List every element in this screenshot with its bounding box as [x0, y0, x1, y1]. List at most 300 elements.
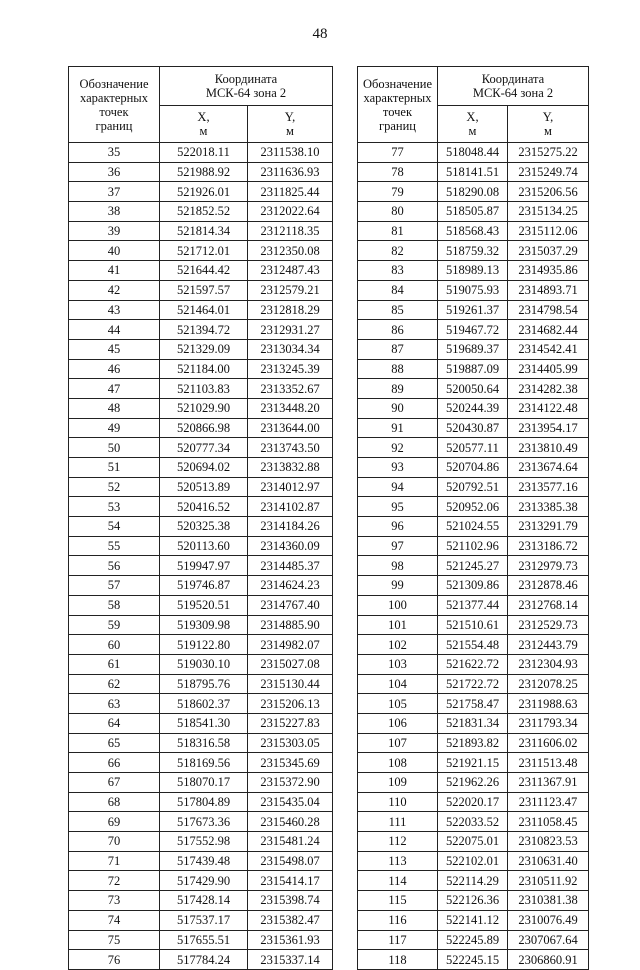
- table-row: [69, 162, 333, 182]
- x-coordinate-cell: 517537.17: [160, 910, 248, 930]
- y-coordinate-cell: 2313577.16: [508, 477, 589, 497]
- y-coordinate-cell: 2310631.40: [508, 851, 589, 871]
- y-coordinate-cell: 2311367.91: [508, 773, 589, 793]
- x-coordinate-cell: 522114.29: [438, 871, 508, 891]
- coordinate-header: Координата МСК-64 зона 2: [438, 67, 589, 106]
- table-row: [358, 773, 589, 793]
- y-coordinate-cell: 2312818.29: [248, 300, 333, 320]
- table-row: [358, 753, 589, 773]
- table-row: [69, 654, 333, 674]
- x-coordinate-cell: 520325.38: [160, 517, 248, 537]
- point-number-cell: 96: [358, 517, 438, 537]
- y-coordinate-cell: 2314012.97: [248, 477, 333, 497]
- table-row: [358, 300, 589, 320]
- x-coordinate-cell: 519075.93: [438, 280, 508, 300]
- point-number-cell: 113: [358, 851, 438, 871]
- x-header: X, м: [160, 106, 248, 143]
- x-coordinate-cell: 521921.15: [438, 753, 508, 773]
- y-coordinate-cell: 2314102.87: [248, 497, 333, 517]
- y-coordinate-cell: 2314885.90: [248, 615, 333, 635]
- point-number-cell: 86: [358, 320, 438, 340]
- point-number-cell: 90: [358, 398, 438, 418]
- y-coordinate-cell: 2315361.93: [248, 930, 333, 950]
- y-coordinate-cell: 2312304.93: [508, 654, 589, 674]
- x-coordinate-cell: 520792.51: [438, 477, 508, 497]
- x-coordinate-cell: 521831.34: [438, 713, 508, 733]
- table-row: [69, 576, 333, 596]
- point-number-cell: 75: [69, 930, 160, 950]
- point-number-cell: 61: [69, 654, 160, 674]
- point-number-cell: 59: [69, 615, 160, 635]
- point-number-cell: 80: [358, 202, 438, 222]
- table-row: [358, 162, 589, 182]
- point-number-cell: 78: [358, 162, 438, 182]
- table-row: [358, 379, 589, 399]
- y-coordinate-cell: 2315345.69: [248, 753, 333, 773]
- table-row: [358, 556, 589, 576]
- table-row: [69, 615, 333, 635]
- table-row: [358, 595, 589, 615]
- table-row: [69, 694, 333, 714]
- x-coordinate-cell: 522102.01: [438, 851, 508, 871]
- table-row: [358, 694, 589, 714]
- table-row: [69, 674, 333, 694]
- table-row: [358, 832, 589, 852]
- y-coordinate-cell: 2314893.71: [508, 280, 589, 300]
- x-coordinate-cell: 521245.27: [438, 556, 508, 576]
- x-coordinate-cell: 521722.72: [438, 674, 508, 694]
- y-coordinate-cell: 2311513.48: [508, 753, 589, 773]
- table-row: [358, 871, 589, 891]
- x-coordinate-cell: 519520.51: [160, 595, 248, 615]
- y-coordinate-cell: 2312118.35: [248, 221, 333, 241]
- table-row: [358, 221, 589, 241]
- x-coordinate-cell: 522033.52: [438, 812, 508, 832]
- y-coordinate-cell: 2312529.73: [508, 615, 589, 635]
- x-coordinate-cell: 518141.51: [438, 162, 508, 182]
- point-number-cell: 105: [358, 694, 438, 714]
- y-coordinate-cell: 2315227.83: [248, 713, 333, 733]
- y-coordinate-cell: 2312443.79: [508, 635, 589, 655]
- x-coordinate-cell: 518795.76: [160, 674, 248, 694]
- point-number-cell: 37: [69, 182, 160, 202]
- point-number-cell: 111: [358, 812, 438, 832]
- x-coordinate-cell: 520050.64: [438, 379, 508, 399]
- table-row: [69, 792, 333, 812]
- point-number-cell: 41: [69, 261, 160, 281]
- x-coordinate-cell: 520113.60: [160, 536, 248, 556]
- x-coordinate-cell: 520866.98: [160, 418, 248, 438]
- y-coordinate-cell: 2314798.54: [508, 300, 589, 320]
- y-coordinate-cell: 2315112.06: [508, 221, 589, 241]
- x-coordinate-cell: 521309.86: [438, 576, 508, 596]
- page-number: 48: [312, 26, 328, 42]
- table-row: [69, 182, 333, 202]
- y-coordinate-cell: 2314485.37: [248, 556, 333, 576]
- coordinates-table-left: [68, 66, 333, 970]
- x-coordinate-cell: 520694.02: [160, 458, 248, 478]
- x-coordinate-cell: 518316.58: [160, 733, 248, 753]
- x-coordinate-cell: 518989.13: [438, 261, 508, 281]
- y-coordinate-cell: 2313743.50: [248, 438, 333, 458]
- point-number-cell: 71: [69, 851, 160, 871]
- point-number-cell: 52: [69, 477, 160, 497]
- y-coordinate-cell: 2313352.67: [248, 379, 333, 399]
- point-number-cell: 106: [358, 713, 438, 733]
- table-row: [69, 379, 333, 399]
- table-row: [358, 536, 589, 556]
- point-number-cell: 82: [358, 241, 438, 261]
- table-row: [358, 615, 589, 635]
- y-header: Y, м: [508, 106, 589, 143]
- y-coordinate-cell: 2313674.64: [508, 458, 589, 478]
- y-coordinate-cell: 2313644.00: [248, 418, 333, 438]
- y-coordinate-cell: 2312078.25: [508, 674, 589, 694]
- table-row: [69, 950, 333, 970]
- x-coordinate-cell: 521024.55: [438, 517, 508, 537]
- point-number-cell: 35: [69, 143, 160, 163]
- table-row: [69, 713, 333, 733]
- x-coordinate-cell: 521103.83: [160, 379, 248, 399]
- point-number-cell: 116: [358, 910, 438, 930]
- point-number-cell: 92: [358, 438, 438, 458]
- y-coordinate-cell: 2313448.20: [248, 398, 333, 418]
- table-row: [69, 891, 333, 911]
- y-coordinate-cell: 2315134.25: [508, 202, 589, 222]
- y-coordinate-cell: 2312931.27: [248, 320, 333, 340]
- table-row: [69, 910, 333, 930]
- y-coordinate-cell: 2315382.47: [248, 910, 333, 930]
- y-coordinate-cell: 2314682.44: [508, 320, 589, 340]
- table-row: [358, 733, 589, 753]
- x-coordinate-cell: 521377.44: [438, 595, 508, 615]
- point-number-cell: 73: [69, 891, 160, 911]
- x-coordinate-cell: 521814.34: [160, 221, 248, 241]
- x-coordinate-cell: 521712.01: [160, 241, 248, 261]
- y-coordinate-cell: 2315275.22: [508, 143, 589, 163]
- table-row: [358, 654, 589, 674]
- table-row: [69, 851, 333, 871]
- table-row: [69, 280, 333, 300]
- table-row: [358, 576, 589, 596]
- point-number-cell: 57: [69, 576, 160, 596]
- point-number-cell: 44: [69, 320, 160, 340]
- table-row: [69, 438, 333, 458]
- x-coordinate-cell: 521622.72: [438, 654, 508, 674]
- table-row: [358, 812, 589, 832]
- x-coordinate-cell: 519746.87: [160, 576, 248, 596]
- x-coordinate-cell: 521184.00: [160, 359, 248, 379]
- y-coordinate-cell: 2311825.44: [248, 182, 333, 202]
- table-row: [358, 517, 589, 537]
- point-number-cell: 89: [358, 379, 438, 399]
- y-coordinate-cell: 2312022.64: [248, 202, 333, 222]
- point-number-cell: 97: [358, 536, 438, 556]
- x-coordinate-cell: 520577.11: [438, 438, 508, 458]
- table-row: [358, 792, 589, 812]
- coordinates-table-right: [357, 66, 589, 970]
- x-coordinate-cell: 520777.34: [160, 438, 248, 458]
- x-coordinate-cell: 518602.37: [160, 694, 248, 714]
- x-coordinate-cell: 521926.01: [160, 182, 248, 202]
- y-coordinate-cell: 2311606.02: [508, 733, 589, 753]
- x-coordinate-cell: 519467.72: [438, 320, 508, 340]
- y-coordinate-cell: 2315398.74: [248, 891, 333, 911]
- point-number-cell: 51: [69, 458, 160, 478]
- y-coordinate-cell: 2311636.93: [248, 162, 333, 182]
- point-number-cell: 87: [358, 339, 438, 359]
- y-coordinate-cell: 2311538.10: [248, 143, 333, 163]
- point-number-cell: 46: [69, 359, 160, 379]
- table-row: [69, 773, 333, 793]
- point-number-cell: 48: [69, 398, 160, 418]
- y-coordinate-cell: 2315414.17: [248, 871, 333, 891]
- x-coordinate-cell: 520952.06: [438, 497, 508, 517]
- y-coordinate-cell: 2311793.34: [508, 713, 589, 733]
- x-coordinate-cell: 521102.96: [438, 536, 508, 556]
- point-number-cell: 107: [358, 733, 438, 753]
- table-row: [69, 143, 333, 163]
- point-number-cell: 88: [358, 359, 438, 379]
- x-coordinate-cell: 519689.37: [438, 339, 508, 359]
- table-row: [358, 891, 589, 911]
- point-number-cell: 64: [69, 713, 160, 733]
- point-number-cell: 63: [69, 694, 160, 714]
- table-row: [69, 832, 333, 852]
- point-number-cell: 69: [69, 812, 160, 832]
- point-number-cell: 109: [358, 773, 438, 793]
- point-number-cell: 115: [358, 891, 438, 911]
- y-coordinate-cell: 2312579.21: [248, 280, 333, 300]
- x-header: X, м: [438, 106, 508, 143]
- table-row: [358, 930, 589, 950]
- table-row: [69, 871, 333, 891]
- table-row: [69, 635, 333, 655]
- x-coordinate-cell: 518048.44: [438, 143, 508, 163]
- point-number-cell: 114: [358, 871, 438, 891]
- x-coordinate-cell: 521852.52: [160, 202, 248, 222]
- y-header: Y, м: [248, 106, 333, 143]
- y-coordinate-cell: 2310076.49: [508, 910, 589, 930]
- point-number-cell: 40: [69, 241, 160, 261]
- table-row: [69, 261, 333, 281]
- y-coordinate-cell: 2310823.53: [508, 832, 589, 852]
- table-row: [69, 418, 333, 438]
- table-row: [69, 458, 333, 478]
- point-number-cell: 103: [358, 654, 438, 674]
- table-row: [358, 635, 589, 655]
- x-coordinate-cell: 518541.30: [160, 713, 248, 733]
- coordinate-header: Координата МСК-64 зона 2: [160, 67, 333, 106]
- point-number-cell: 58: [69, 595, 160, 615]
- x-coordinate-cell: 521988.92: [160, 162, 248, 182]
- table-row: [358, 320, 589, 340]
- y-coordinate-cell: 2314122.48: [508, 398, 589, 418]
- point-number-cell: 68: [69, 792, 160, 812]
- table-row: [358, 261, 589, 281]
- point-number-cell: 84: [358, 280, 438, 300]
- table-row: [69, 398, 333, 418]
- point-number-cell: 117: [358, 930, 438, 950]
- y-coordinate-cell: 2315337.14: [248, 950, 333, 970]
- point-number-cell: 112: [358, 832, 438, 852]
- table-row: [69, 221, 333, 241]
- table-row: [358, 910, 589, 930]
- y-coordinate-cell: 2314767.40: [248, 595, 333, 615]
- x-coordinate-cell: 519309.98: [160, 615, 248, 635]
- y-coordinate-cell: 2314624.23: [248, 576, 333, 596]
- point-number-cell: 77: [358, 143, 438, 163]
- table-row: [358, 418, 589, 438]
- y-coordinate-cell: 2315481.24: [248, 832, 333, 852]
- y-coordinate-cell: 2307067.64: [508, 930, 589, 950]
- x-coordinate-cell: 520704.86: [438, 458, 508, 478]
- point-number-cell: 104: [358, 674, 438, 694]
- table-row: [69, 812, 333, 832]
- point-number-cell: 45: [69, 339, 160, 359]
- y-coordinate-cell: 2310511.92: [508, 871, 589, 891]
- table-body-right: [358, 143, 589, 970]
- table-row: [358, 477, 589, 497]
- x-coordinate-cell: 519030.10: [160, 654, 248, 674]
- y-coordinate-cell: 2306860.91: [508, 950, 589, 970]
- point-number-cell: 76: [69, 950, 160, 970]
- point-number-cell: 95: [358, 497, 438, 517]
- point-number-cell: 118: [358, 950, 438, 970]
- point-number-cell: 56: [69, 556, 160, 576]
- y-coordinate-cell: 2313810.49: [508, 438, 589, 458]
- y-coordinate-cell: 2313291.79: [508, 517, 589, 537]
- table-body-left: [69, 143, 333, 970]
- point-number-cell: 94: [358, 477, 438, 497]
- point-number-cell: 83: [358, 261, 438, 281]
- point-number-cell: 79: [358, 182, 438, 202]
- x-coordinate-cell: 517784.24: [160, 950, 248, 970]
- y-coordinate-cell: 2311123.47: [508, 792, 589, 812]
- table-row: [358, 438, 589, 458]
- table-row: [358, 713, 589, 733]
- y-coordinate-cell: 2314935.86: [508, 261, 589, 281]
- y-coordinate-cell: 2315206.13: [248, 694, 333, 714]
- y-coordinate-cell: 2315460.28: [248, 812, 333, 832]
- table-row: [358, 950, 589, 970]
- y-coordinate-cell: 2310381.38: [508, 891, 589, 911]
- point-number-cell: 74: [69, 910, 160, 930]
- table-row: [358, 497, 589, 517]
- x-coordinate-cell: 521962.26: [438, 773, 508, 793]
- point-number-cell: 53: [69, 497, 160, 517]
- x-coordinate-cell: 521394.72: [160, 320, 248, 340]
- x-coordinate-cell: 522245.89: [438, 930, 508, 950]
- y-coordinate-cell: 2313954.17: [508, 418, 589, 438]
- x-coordinate-cell: 519947.97: [160, 556, 248, 576]
- table-row: [358, 182, 589, 202]
- y-coordinate-cell: 2314982.07: [248, 635, 333, 655]
- x-coordinate-cell: 517552.98: [160, 832, 248, 852]
- point-number-cell: 65: [69, 733, 160, 753]
- table-row: [358, 359, 589, 379]
- point-number-cell: 70: [69, 832, 160, 852]
- point-number-cell: 98: [358, 556, 438, 576]
- point-designation-header: Обозначение характерных точек границ: [69, 67, 160, 143]
- table-row: [69, 497, 333, 517]
- point-number-cell: 110: [358, 792, 438, 812]
- x-coordinate-cell: 519261.37: [438, 300, 508, 320]
- x-coordinate-cell: 521597.57: [160, 280, 248, 300]
- point-number-cell: 36: [69, 162, 160, 182]
- x-coordinate-cell: 520430.87: [438, 418, 508, 438]
- point-number-cell: 67: [69, 773, 160, 793]
- point-number-cell: 99: [358, 576, 438, 596]
- y-coordinate-cell: 2315498.07: [248, 851, 333, 871]
- x-coordinate-cell: 518759.32: [438, 241, 508, 261]
- table-row: [69, 753, 333, 773]
- y-coordinate-cell: 2314282.38: [508, 379, 589, 399]
- x-coordinate-cell: 521644.42: [160, 261, 248, 281]
- table-row: [358, 241, 589, 261]
- x-coordinate-cell: 518169.56: [160, 753, 248, 773]
- y-coordinate-cell: 2314405.99: [508, 359, 589, 379]
- table-row: [69, 556, 333, 576]
- x-coordinate-cell: 518290.08: [438, 182, 508, 202]
- x-coordinate-cell: 521329.09: [160, 339, 248, 359]
- y-coordinate-cell: 2315027.08: [248, 654, 333, 674]
- point-number-cell: 49: [69, 418, 160, 438]
- point-number-cell: 100: [358, 595, 438, 615]
- y-coordinate-cell: 2315249.74: [508, 162, 589, 182]
- x-coordinate-cell: 517439.48: [160, 851, 248, 871]
- y-coordinate-cell: 2312979.73: [508, 556, 589, 576]
- y-coordinate-cell: 2313186.72: [508, 536, 589, 556]
- point-number-cell: 43: [69, 300, 160, 320]
- point-number-cell: 47: [69, 379, 160, 399]
- y-coordinate-cell: 2313245.39: [248, 359, 333, 379]
- point-number-cell: 101: [358, 615, 438, 635]
- table-row: [358, 280, 589, 300]
- point-number-cell: 72: [69, 871, 160, 891]
- y-coordinate-cell: 2315130.44: [248, 674, 333, 694]
- table-row: [358, 398, 589, 418]
- table-row: [69, 517, 333, 537]
- y-coordinate-cell: 2315206.56: [508, 182, 589, 202]
- y-coordinate-cell: 2315435.04: [248, 792, 333, 812]
- table-row: [69, 595, 333, 615]
- y-coordinate-cell: 2314542.41: [508, 339, 589, 359]
- x-coordinate-cell: 521758.47: [438, 694, 508, 714]
- table-row: [69, 359, 333, 379]
- y-coordinate-cell: 2311058.45: [508, 812, 589, 832]
- y-coordinate-cell: 2313832.88: [248, 458, 333, 478]
- x-coordinate-cell: 519122.80: [160, 635, 248, 655]
- x-coordinate-cell: 517673.36: [160, 812, 248, 832]
- point-number-cell: 38: [69, 202, 160, 222]
- point-number-cell: 108: [358, 753, 438, 773]
- y-coordinate-cell: 2315037.29: [508, 241, 589, 261]
- point-number-cell: 55: [69, 536, 160, 556]
- point-number-cell: 66: [69, 753, 160, 773]
- y-coordinate-cell: 2312768.14: [508, 595, 589, 615]
- table-row: [358, 202, 589, 222]
- x-coordinate-cell: 521510.61: [438, 615, 508, 635]
- y-coordinate-cell: 2311988.63: [508, 694, 589, 714]
- x-coordinate-cell: 517655.51: [160, 930, 248, 950]
- point-number-cell: 54: [69, 517, 160, 537]
- point-number-cell: 60: [69, 635, 160, 655]
- y-coordinate-cell: 2312878.46: [508, 576, 589, 596]
- y-coordinate-cell: 2314360.09: [248, 536, 333, 556]
- table-row: [358, 674, 589, 694]
- point-number-cell: 42: [69, 280, 160, 300]
